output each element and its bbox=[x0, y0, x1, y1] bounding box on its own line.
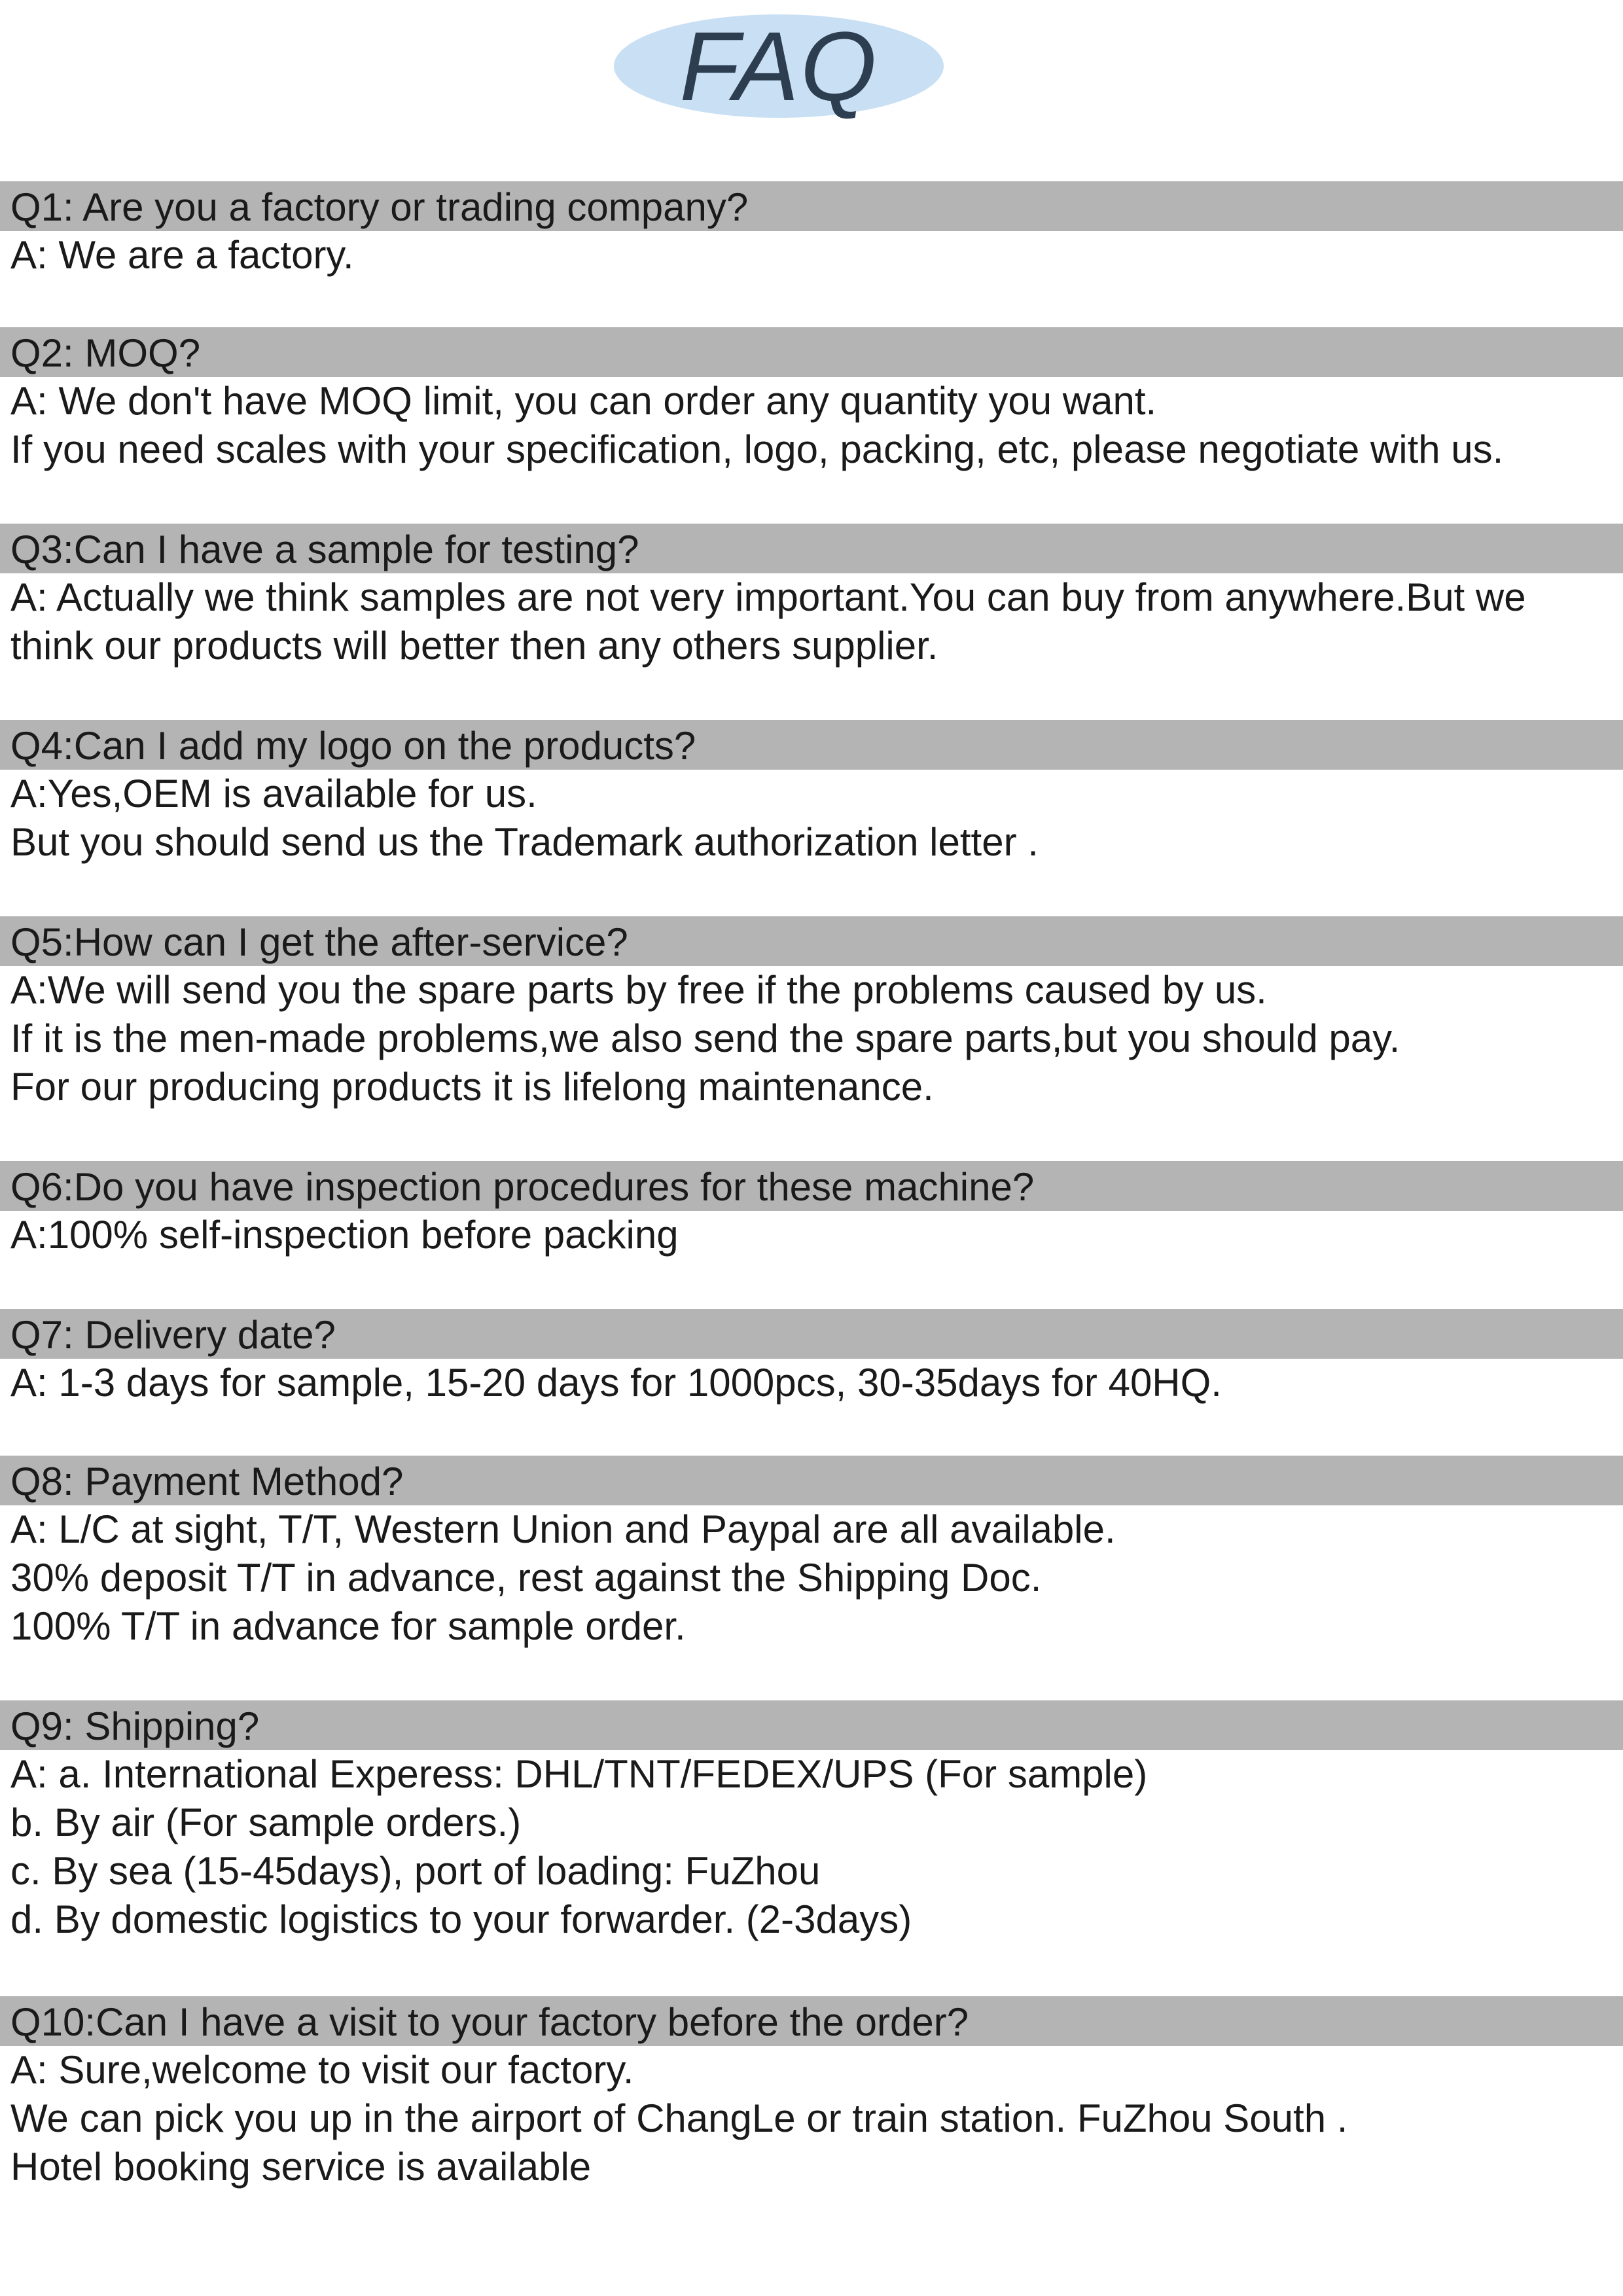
faq-header bbox=[614, 11, 944, 121]
answer-line: think our products will better then any others supplier. bbox=[10, 624, 938, 668]
question-bar bbox=[0, 720, 1623, 770]
page-title: FAQ bbox=[679, 11, 878, 121]
answer-line: But you should send us the Trademark authorization letter . bbox=[10, 820, 1039, 864]
answer-line: c. By sea (15-45days), port of loading: FuZhou bbox=[10, 1849, 821, 1893]
question-bar bbox=[0, 1161, 1623, 1211]
answer-line: b. By air (For sample orders.) bbox=[10, 1801, 522, 1844]
answer-line: A:100% self-inspection before packing bbox=[10, 1213, 679, 1257]
answer-line: A: L/C at sight, T/T, Western Union and Paypal are all available. bbox=[10, 1507, 1116, 1551]
question-bar bbox=[0, 1456, 1623, 1505]
question-text: Q6:Do you have inspection procedures for these machine? bbox=[10, 1165, 1035, 1209]
answer-line: A: We don't have MOQ limit, you can order any quantity you want. bbox=[10, 379, 1157, 423]
question-text: Q3:Can I have a sample for testing? bbox=[10, 528, 639, 571]
answer-line: For our producing products it is lifelong maintenance. bbox=[10, 1065, 934, 1109]
answer-line: A:Yes,OEM is available for us. bbox=[10, 772, 537, 816]
answer-line: We can pick you up in the airport of ChangLe or train station. FuZhou South . bbox=[10, 2096, 1348, 2140]
question-bar bbox=[0, 181, 1623, 231]
answer-line: Hotel booking service is available bbox=[10, 2145, 592, 2189]
answer-line: d. By domestic logistics to your forwarder. (2-3days) bbox=[10, 1897, 912, 1941]
answer-line: A: Sure,welcome to visit our factory. bbox=[10, 2048, 634, 2092]
question-text: Q7: Delivery date? bbox=[10, 1313, 336, 1357]
question-text: Q2: MOQ? bbox=[10, 331, 201, 375]
question-bar bbox=[0, 916, 1623, 966]
question-bar bbox=[0, 524, 1623, 573]
answer-line: A: a. International Experess: DHL/TNT/FEDEX/UPS (For sample) bbox=[10, 1752, 1148, 1796]
question-text: Q10:Can I have a visit to your factory before the order? bbox=[10, 2000, 969, 2044]
answer-line: A: 1-3 days for sample, 15-20 days for 1000pcs, 30-35days for 40HQ. bbox=[10, 1361, 1222, 1405]
answer-line: A: We are a factory. bbox=[10, 233, 354, 277]
answer-line: 30% deposit T/T in advance, rest against the Shipping Doc. bbox=[10, 1556, 1042, 1600]
question-bar bbox=[0, 1996, 1623, 2046]
question-text: Q8: Payment Method? bbox=[10, 1460, 404, 1503]
question-bar bbox=[0, 327, 1623, 377]
answer-line: If it is the men-made problems,we also send the spare parts,but you should pay. bbox=[10, 1016, 1400, 1060]
answer-line: 100% T/T in advance for sample order. bbox=[10, 1604, 686, 1648]
question-text: Q4:Can I add my logo on the products? bbox=[10, 724, 696, 768]
answer-line: A:We will send you the spare parts by free if the problems caused by us. bbox=[10, 968, 1267, 1012]
question-text: Q9: Shipping? bbox=[10, 1704, 260, 1748]
answer-line: A: Actually we think samples are not very important.You can buy from anywhere.But we bbox=[10, 575, 1526, 619]
question-text: Q5:How can I get the after-service? bbox=[10, 920, 628, 964]
question-text: Q1: Are you a factory or trading company? bbox=[10, 185, 749, 229]
question-bar bbox=[0, 1309, 1623, 1359]
question-bar bbox=[0, 1700, 1623, 1750]
answer-line: If you need scales with your specification, logo, packing, etc, please negotiate with us. bbox=[10, 427, 1504, 471]
